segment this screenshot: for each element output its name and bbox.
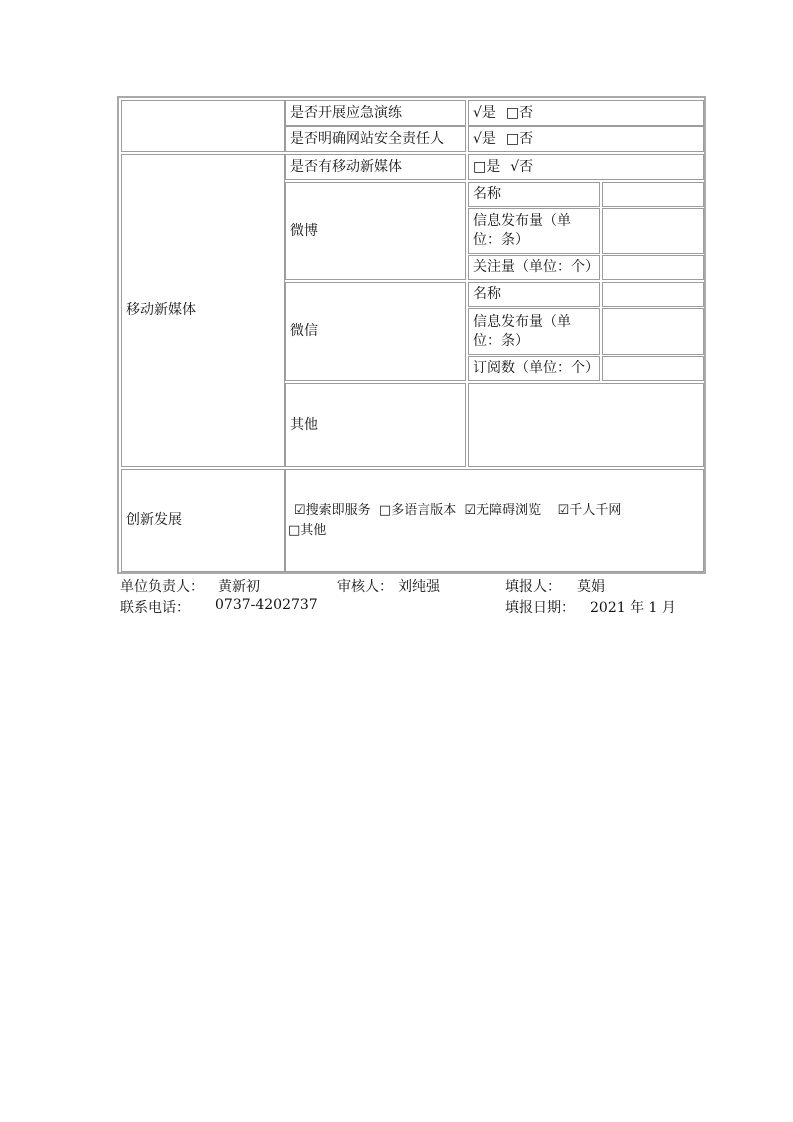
option-search-service: ☑搜索即服务 [294, 502, 371, 518]
date-label: 填报日期： [505, 600, 575, 616]
security-owner-yes: √是 [473, 130, 496, 147]
innovation-title-text: 创新发展 [126, 512, 182, 528]
mobile-media-title-text: 移动新媒体 [126, 302, 196, 318]
drill-label-text: 是否开展应急演练 [290, 104, 402, 121]
wechat-title-text: 微信 [290, 323, 318, 339]
option-personalized: ☑千人千网 [557, 502, 622, 518]
date-value: 2021 年 1 月 [590, 600, 676, 616]
reviewer-label: 审核人： [337, 579, 393, 595]
wechat-name-text: 名称 [473, 286, 501, 302]
drill-yes: √是 [473, 104, 496, 121]
option-multilingual: □多语言版本 [378, 502, 457, 518]
reviewer-name: 刘纯强 [398, 579, 440, 595]
wechat-sub-text: 订阅数（单位：个） [473, 360, 599, 376]
wechat-posts-text: 信息发布量（单位：条） [473, 313, 571, 349]
responsible-name: 黄新初 [218, 579, 260, 595]
drill-no: □否 [505, 104, 534, 121]
responsible-label: 单位负责人： [120, 579, 204, 595]
filler-name: 莫娟 [577, 579, 605, 595]
weibo-follow-text: 关注量（单位：个） [473, 259, 599, 275]
filler-label: 填报人： [505, 579, 561, 595]
weibo-name-text: 名称 [473, 186, 501, 202]
option-other: □其他 [288, 522, 327, 538]
phone-number: 0737-4202737 [215, 597, 318, 613]
option-accessibility: ☑无障碍浏览 [464, 502, 542, 518]
has-mobile-text: 是否有移动新媒体 [290, 158, 402, 175]
security-owner-text: 是否明确网站安全责任人 [290, 130, 444, 147]
weibo-posts-text: 信息发布量（单位：条） [473, 213, 571, 248]
other-media-title-text: 其他 [290, 416, 318, 433]
has-mobile-yes: □是 [473, 158, 501, 175]
has-mobile-no: √否 [510, 158, 534, 175]
weibo-title-text: 微博 [290, 222, 318, 239]
phone-label: 联系电话： [120, 600, 190, 616]
security-owner-no: □否 [505, 130, 534, 147]
